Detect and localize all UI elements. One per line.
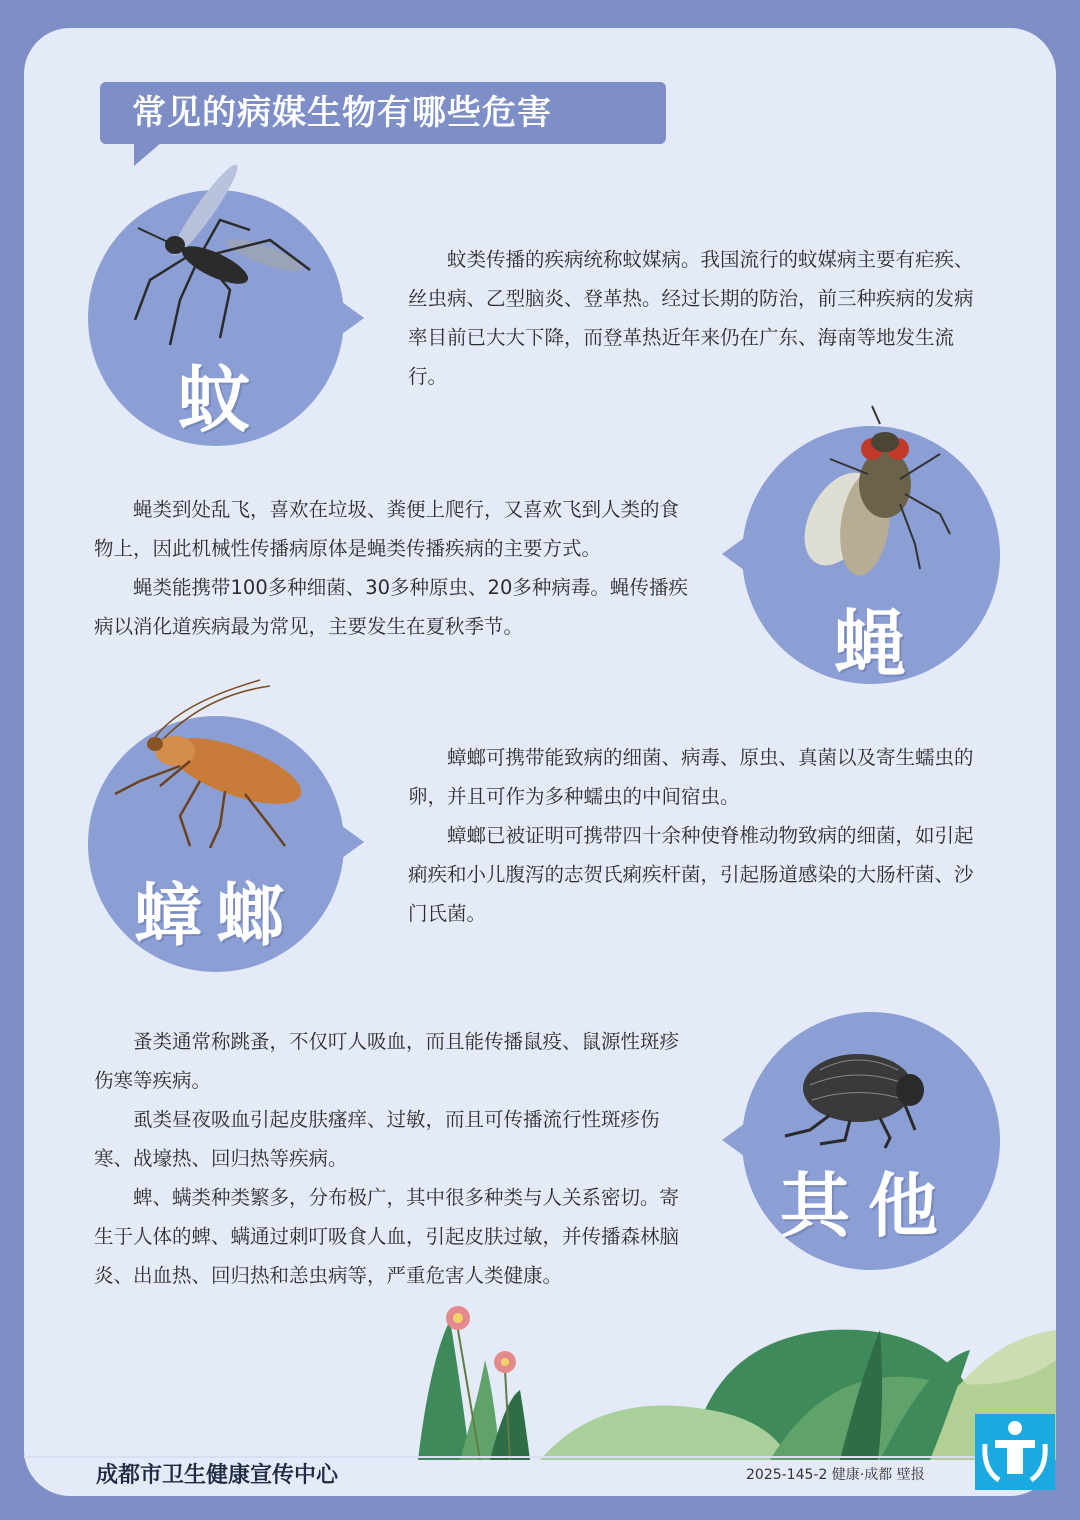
flea-icon <box>780 1040 940 1150</box>
fly-label: 蝇 <box>834 601 907 686</box>
mosquito-paragraph: 蚊类传播的疾病统称蚊媒病。我国流行的蚊媒病主要有疟疾、丝虫病、乙型脑炎、登革热。经过长期的防治，前三种疾病的发病率目前已大大下降，而登革热近年来仍在广东、海南等地发生流行。 <box>408 248 974 388</box>
other-text <box>94 1022 690 1295</box>
fly-paragraph: 蝇类到处乱飞，喜欢在垃圾、粪便上爬行，又喜欢飞到人类的食物上，因此机械性传播病原体是蝇类传播疾病的主要方式。 <box>94 498 680 560</box>
other-paragraph: 蚤类通常称跳蚤，不仅叮人吸血，而且能传播鼠疫、鼠源性斑疹伤寒等疾病。 <box>94 1030 680 1092</box>
plant-decoration <box>410 1300 1056 1460</box>
page-title: 常见的病媒生物有哪些危害 <box>100 82 666 144</box>
fly-paragraph: 蝇类能携带100多种细菌、30多种原虫、20多种病毒。蝇传播疾病以消化道疾病最为常见，主要发生在夏秋季节。 <box>94 576 688 638</box>
other-badge-tail <box>722 1124 744 1156</box>
health-logo-icon <box>975 1414 1055 1490</box>
mosquito-badge-tail <box>342 302 364 334</box>
mosquito-icon <box>120 160 320 350</box>
cockroach-icon <box>110 676 330 856</box>
mosquito-label: 蚊 <box>178 357 251 442</box>
fly-badge-tail <box>722 538 744 570</box>
fly-icon <box>790 404 960 584</box>
cockroach-text <box>408 738 990 933</box>
health-logo <box>975 1414 1055 1490</box>
mosquito-text <box>408 240 990 396</box>
footer-issue: 2025-145-2 健康·成都 壁报 <box>746 1467 925 1483</box>
footer-organization: 成都市卫生健康宣传中心 <box>96 1462 339 1488</box>
other-paragraph: 虱类昼夜吸血引起皮肤瘙痒、过敏，而且可传播流行性斑疹伤寒、战壕热、回归热等疾病。 <box>94 1108 660 1170</box>
fly-text <box>94 490 690 646</box>
cockroach-badge-tail <box>342 826 364 858</box>
other-label: 其他 <box>780 1164 956 1247</box>
cockroach-label: 蟑螂 <box>134 876 299 956</box>
cockroach-paragraph: 蟑螂已被证明可携带四十余种使脊椎动物致病的细菌，如引起痢疾和小儿腹泻的志贺氏痢疾杆菌，引起肠道感染的大肠杆菌、沙门氏菌。 <box>408 824 974 925</box>
cockroach-paragraph: 蟑螂可携带能致病的细菌、病毒、原虫、真菌以及寄生蠕虫的卵，并且可作为多种蠕虫的中间宿虫。 <box>408 746 974 808</box>
other-paragraph: 蜱、螨类种类繁多，分布极广，其中很多种类与人关系密切。寄生于人体的蜱、螨通过刺叮吸食人血，引起皮肤过敏，并传播森林脑炎、出血热、回归热和恙虫病等，严重危害人类健康。 <box>94 1186 680 1287</box>
